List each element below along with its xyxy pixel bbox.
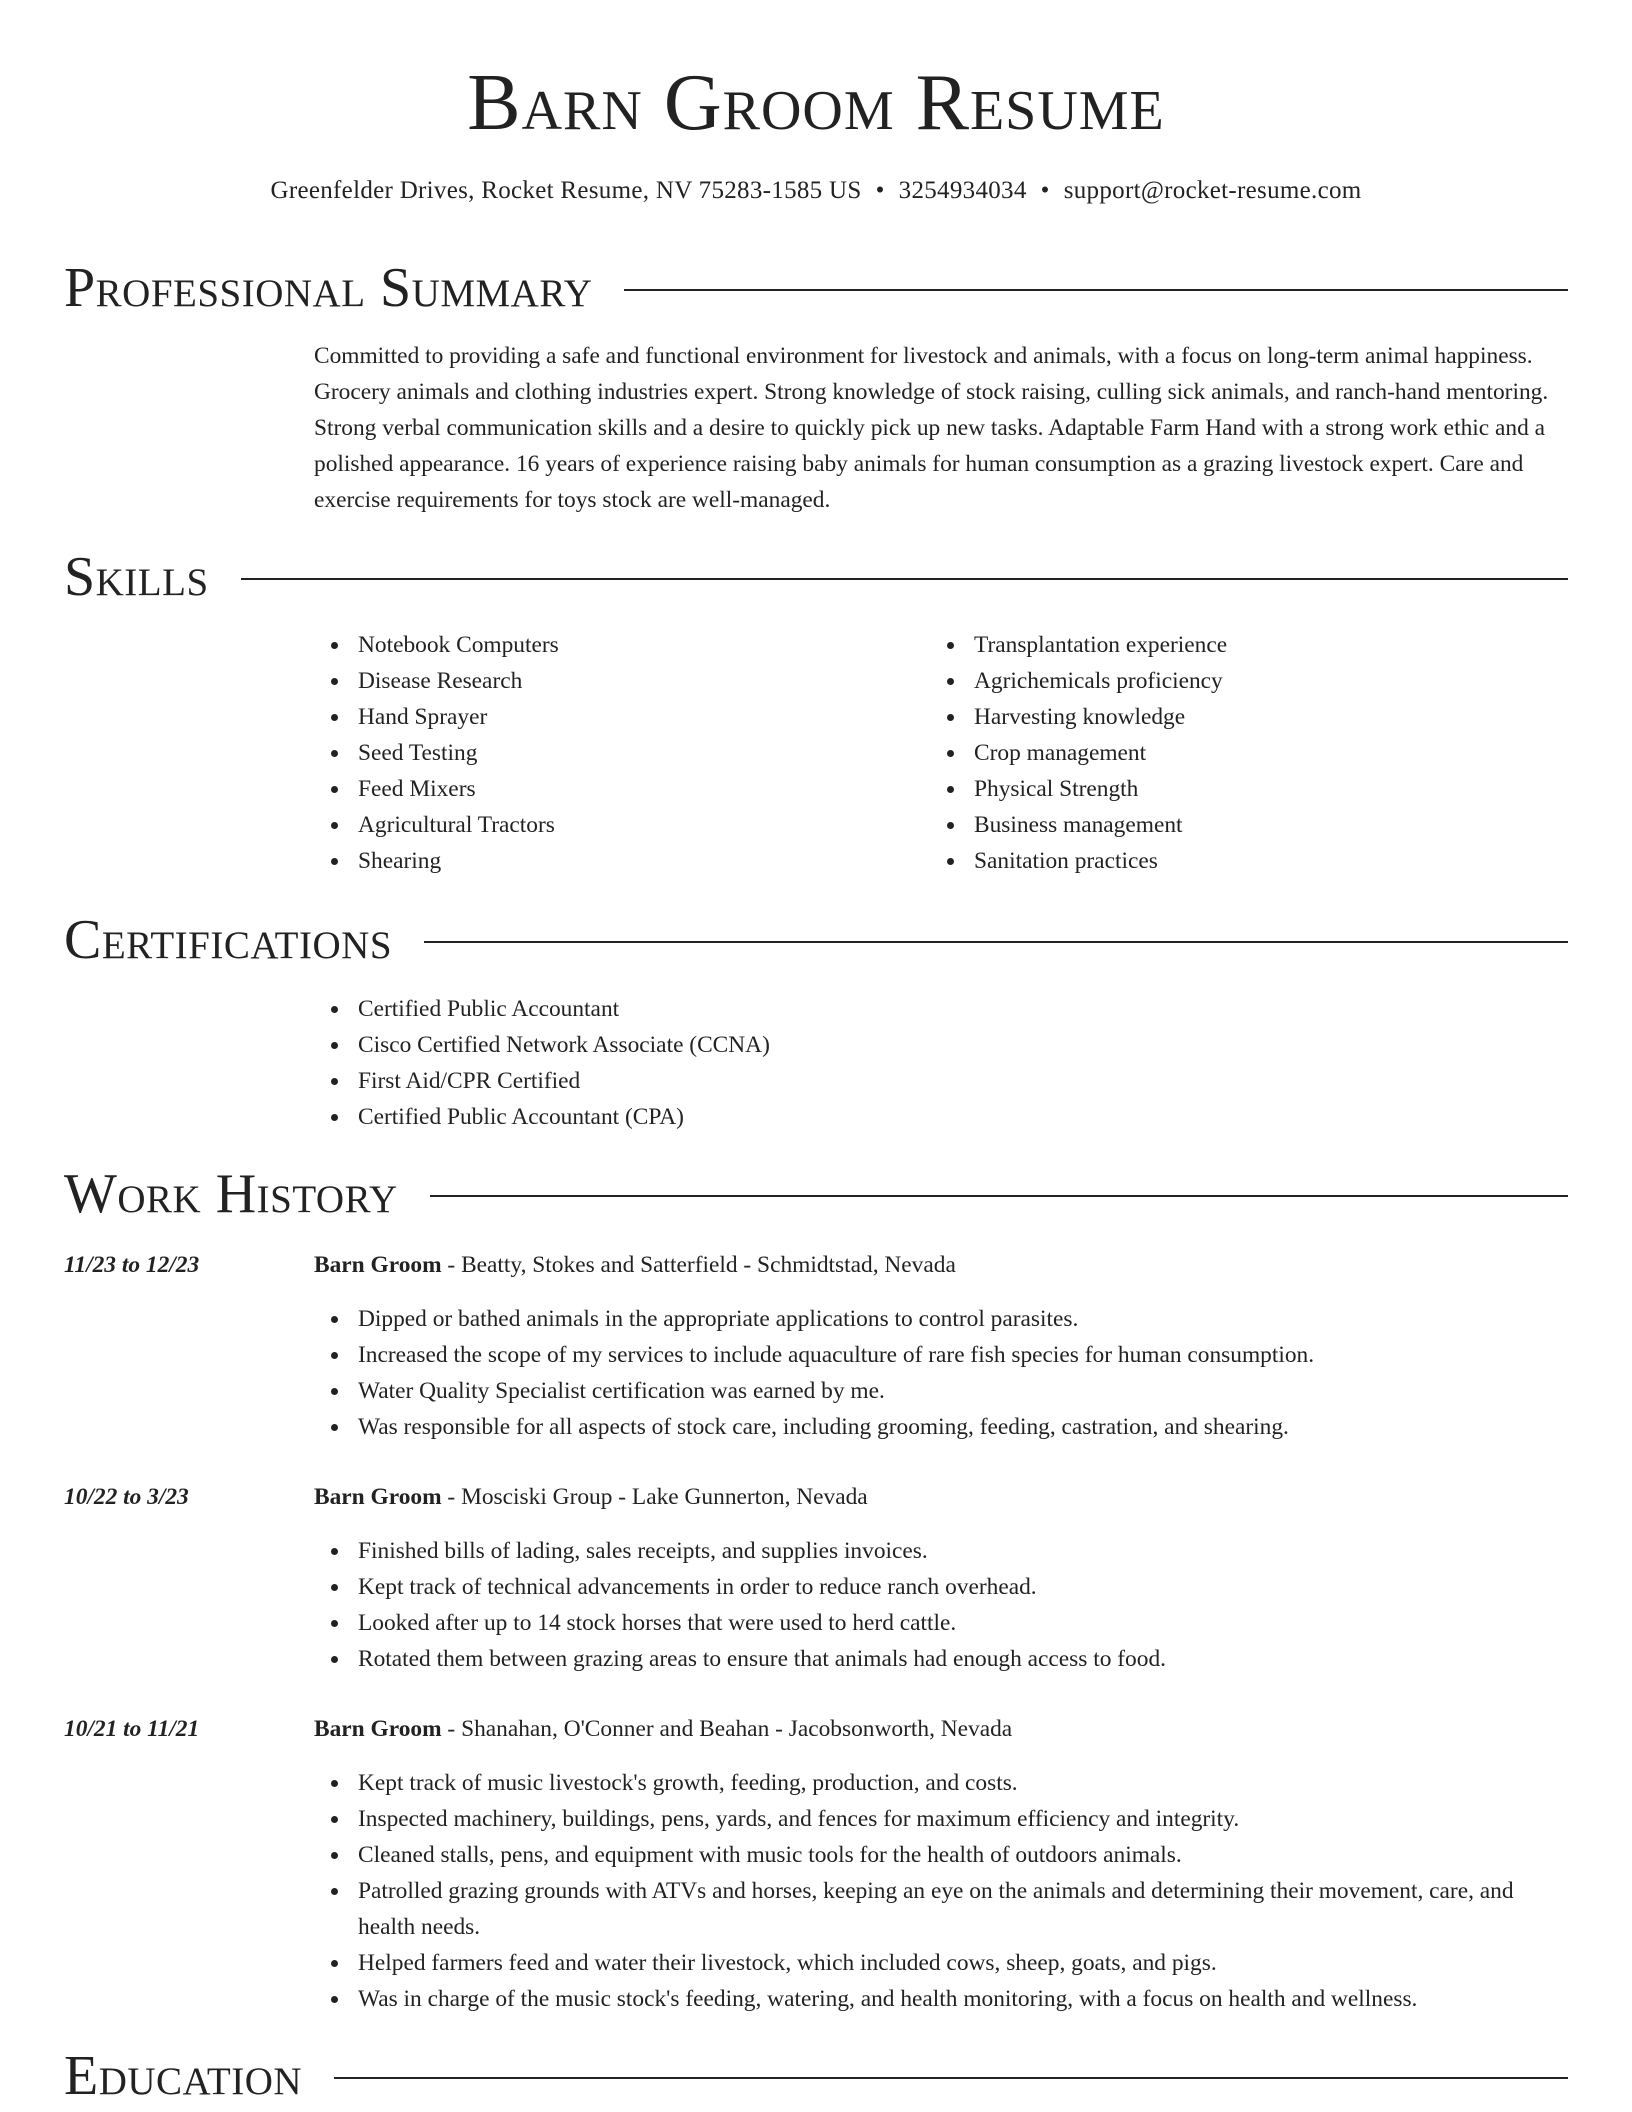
skill-item: Agrichemicals proficiency [930,663,1570,699]
contact-separator: • [875,177,885,204]
skill-item: Notebook Computers [314,627,914,663]
job-employer: - Beatty, Stokes and Satterfield - Schmidtstad, Nevada [441,1252,956,1278]
job-bullet: Cleaned stalls, pens, and equipment with music tools for the health of outdoors animals. [314,1837,1570,1873]
work-section-header [64,1162,1568,1226]
section-divider [241,578,1568,580]
job-bullet: Was responsible for all aspects of stock care, including grooming, feeding, castration, and shearing. [314,1409,1570,1445]
section-divider [424,941,1568,943]
resume-title: Barn Groom Resume [467,59,1165,147]
job-bullet: Looked after up to 14 stock horses that were used to herd cattle. [314,1605,1570,1641]
skill-item: Business management [930,807,1570,843]
skills-list-right [930,627,1570,879]
job-header [314,1711,1570,1747]
job-bullet: Was in charge of the music stock's feeding, watering, and health monitoring, with a focus on health and wellness. [314,1981,1570,2017]
section-divider [624,289,1568,291]
skill-item: Crop management [930,735,1570,771]
skills-list-left [314,627,914,879]
skill-item: Physical Strength [930,771,1570,807]
job-bullet: Inspected machinery, buildings, pens, yards, and fences for maximum efficiency and integrity. [314,1801,1570,1837]
job-bullets [314,1765,1570,2017]
job-bullets [314,1301,1570,1445]
contact-address: Greenfelder Drives, Rocket Resume, NV 75283-1585 US [270,177,862,204]
certification-item: Certified Public Accountant (CPA) [314,1099,1570,1135]
contact-email[interactable]: support@rocket-resume.com [1063,177,1362,204]
job-header [314,1479,1570,1515]
section-divider [334,2077,1568,2079]
job-bullet: Increased the scope of my services to include aquaculture of rare fish species for human consumption. [314,1337,1570,1373]
section-divider [430,1195,1568,1197]
summary-text: Committed to providing a safe and functional environment for livestock and animals, with a focus on long-term animal happiness. Grocery animals and clothing industries expert. Strong knowledge of stock raising, culling sick animals, and ranch-hand mentoring. Strong verbal communication skills and a desire to quickly pick up new tasks. Adaptable Farm Hand with a strong work ethic and a polished appearance. 16 years of experience raising baby animals for human consumption as a grazing livestock expert. Care and exercise requirements for toys stock are well-managed. [314,343,1549,513]
job-bullet: Rotated them between grazing areas to ensure that animals had enough access to food. [314,1641,1570,1677]
education-section-title: Education [64,2045,303,2107]
job-bullet: Kept track of music livestock's growth, feeding, production, and costs. [314,1765,1570,1801]
job-bullet: Dipped or bathed animals in the appropriate applications to control parasites. [314,1301,1570,1337]
skills-section-title: Skills [64,546,209,608]
certification-item: Certified Public Accountant [314,991,1570,1027]
summary-section-title: Professional Summary [64,257,593,319]
skill-item: Agricultural Tractors [314,807,914,843]
job-role: Barn Groom [314,1716,442,1742]
work-section-title: Work History [64,1163,398,1225]
skill-item: Disease Research [314,663,914,699]
skill-item: Transplantation experience [930,627,1570,663]
job-role: Barn Groom [314,1252,442,1278]
job-bullet: Kept track of technical advancements in order to reduce ranch overhead. [314,1569,1570,1605]
job-bullet: Water Quality Specialist certification was earned by me. [314,1373,1570,1409]
job-bullet: Patrolled grazing grounds with ATVs and horses, keeping an eye on the animals and determining their movement, care, and health needs. [314,1873,1570,1945]
certifications-section-title: Certifications [64,909,393,971]
job-bullet: Helped farmers feed and water their livestock, which included cows, sheep, goats, and pigs. [314,1945,1570,1981]
job-dates: 10/22 to 3/23 [64,1484,189,1510]
job-header [314,1247,1570,1283]
job-employer: - Shanahan, O'Conner and Beahan - Jacobsonworth, Nevada [441,1716,1013,1742]
contact-phone: 3254934034 [898,177,1027,204]
skill-item: Shearing [314,843,914,879]
certification-item: Cisco Certified Network Associate (CCNA) [314,1027,1570,1063]
job-dates: 10/21 to 11/21 [64,1716,200,1742]
skill-item: Feed Mixers [314,771,914,807]
contact-line [0,174,1632,208]
certification-item: First Aid/CPR Certified [314,1063,1570,1099]
certifications-list [314,991,1570,1135]
summary-section-header [64,256,1568,320]
job-dates: 11/23 to 12/23 [64,1252,200,1278]
contact-separator: • [1040,177,1050,204]
certifications-section-header [64,908,1568,972]
skill-item: Seed Testing [314,735,914,771]
education-section-header [64,2044,1568,2108]
job-role: Barn Groom [314,1484,442,1510]
skills-section-header [64,545,1568,609]
job-employer: - Mosciski Group - Lake Gunnerton, Nevada [441,1484,868,1510]
skill-item: Harvesting knowledge [930,699,1570,735]
skill-item: Sanitation practices [930,843,1570,879]
job-bullet: Finished bills of lading, sales receipts, and supplies invoices. [314,1533,1570,1569]
job-bullets [314,1533,1570,1677]
skill-item: Hand Sprayer [314,699,914,735]
